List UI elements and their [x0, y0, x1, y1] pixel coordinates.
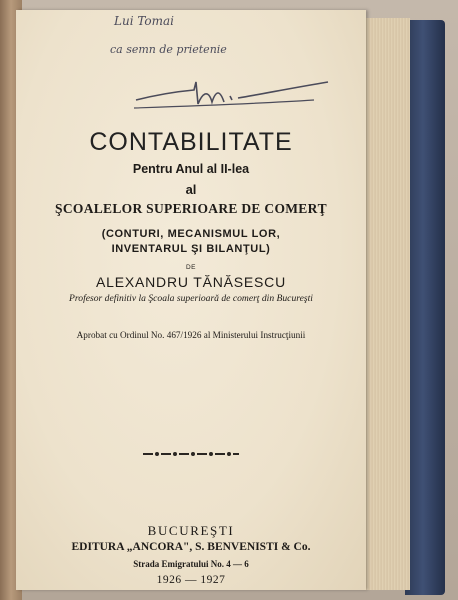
author-signature [132, 78, 332, 114]
author-title: Profesor definitiv la Şcoala superioară de comerţ din Bucureşti [69, 293, 313, 304]
ornament-divider [143, 451, 239, 457]
imprint-years: 1926 — 1927 [156, 574, 226, 586]
imprint-city: BUCUREŞTI [147, 523, 235, 538]
title-page [16, 10, 366, 590]
by-label: DE [185, 264, 197, 271]
school-name: ŞCOALELOR SUPERIOARE DE COMERŢ [55, 201, 327, 216]
inscription-line-1: Lui Tomai [114, 14, 175, 28]
back-cover [405, 20, 445, 595]
inscription-line-2: ca semn de prietenie [110, 43, 227, 56]
topics-line-1: (CONTURI, MECANISMUL LOR, [101, 228, 281, 240]
book-subtitle: Pentru Anul al II-lea [132, 162, 250, 176]
author-name: ALEXANDRU TĂNĂSESCU [96, 274, 286, 290]
approval-note: Aprobat cu Ordinul No. 467/1926 al Ministerului Instrucţiunii [76, 330, 306, 340]
imprint-address: Strada Emigratului No. 4 — 6 [133, 559, 249, 569]
conjunction: al [185, 182, 197, 197]
topics-line-2: INVENTARUL ŞI BILANŢUL) [111, 243, 271, 255]
book-title: CONTABILITATE [89, 128, 293, 156]
imprint-publisher: EDITURA „ANCORA", S. BENVENISTI & Co. [71, 541, 311, 553]
